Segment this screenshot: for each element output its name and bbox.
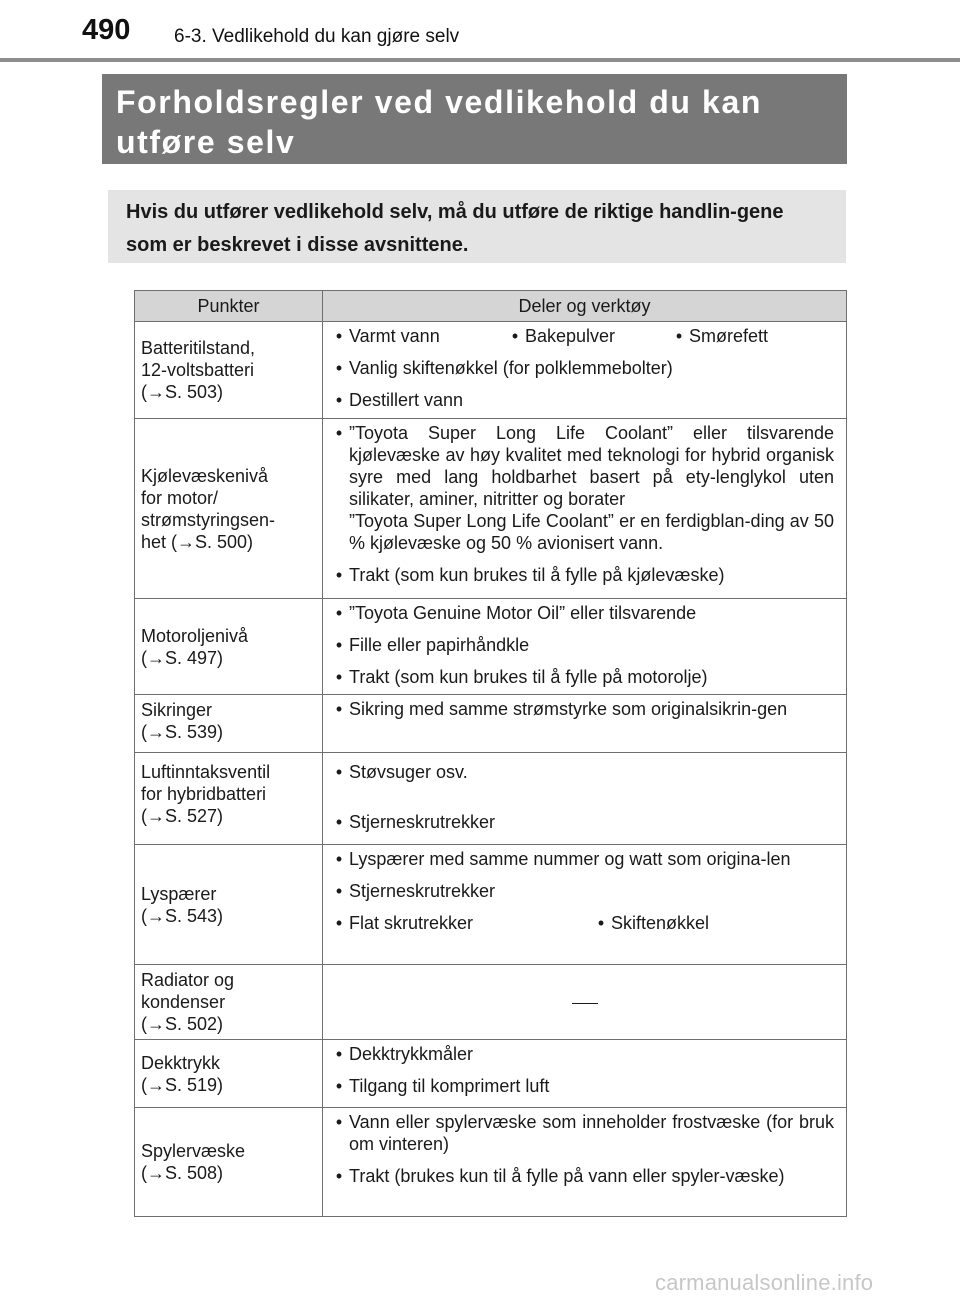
parts-cell bbox=[323, 599, 847, 695]
item-line: for motor/ bbox=[141, 487, 219, 508]
bullet-item bbox=[329, 666, 834, 688]
bullet-text: ”Toyota Super Long Life Coolant” eller tilsvarende kjølevæske av høy kvalitet med teknologi for hybrid organisk syre med lang holdbarhet basert på ety-lenglykol uten silikater, aminer, nitritter og borater bbox=[349, 423, 834, 509]
bullet-icon: • bbox=[335, 881, 343, 901]
parts-cell bbox=[323, 322, 847, 419]
item-line: (→S. 539) bbox=[141, 722, 224, 742]
item-line: (→S. 503) bbox=[141, 382, 224, 402]
table-header-row bbox=[135, 291, 847, 322]
bullet-item bbox=[329, 564, 834, 586]
table-row bbox=[135, 1040, 847, 1108]
table-row bbox=[135, 695, 847, 753]
item-line: strømstyringsen- bbox=[141, 509, 276, 530]
bullet-text: Smørefett bbox=[689, 326, 769, 346]
table-row bbox=[135, 419, 847, 599]
bullet-text: Trakt (som kun brukes til å fylle på kjølevæske) bbox=[349, 565, 725, 585]
bullet-icon: • bbox=[335, 849, 343, 869]
item-line: Radiator og bbox=[141, 970, 235, 990]
item-cell bbox=[135, 1040, 323, 1108]
bullet-group bbox=[329, 325, 834, 347]
item-line: (→S. 543) bbox=[141, 905, 224, 926]
column-header-parts: Deler og verktøy bbox=[323, 291, 847, 322]
item-cell bbox=[135, 419, 323, 599]
bullet-item bbox=[329, 422, 834, 554]
page-title: Forholdsregler ved vedlikehold du kan utføre selv bbox=[116, 84, 762, 160]
bullet-icon: • bbox=[335, 1076, 343, 1096]
bullet-icon: • bbox=[335, 390, 343, 410]
bullet-icon: • bbox=[335, 423, 343, 443]
bullet-text: Flat skrutrekker bbox=[349, 913, 474, 933]
bullet-item bbox=[329, 761, 834, 783]
item-cell bbox=[135, 845, 323, 965]
parts-cell bbox=[323, 695, 847, 753]
item-line: kondenser bbox=[141, 992, 226, 1012]
bullet-icon: • bbox=[335, 913, 343, 933]
bullet-item bbox=[329, 634, 834, 656]
item-line: Lyspærer bbox=[141, 883, 217, 904]
parts-cell bbox=[323, 419, 847, 599]
bullet-icon: • bbox=[597, 913, 605, 933]
item-line: Kjølevæskenivå bbox=[141, 465, 269, 486]
column-header-items: Punkter bbox=[135, 291, 323, 322]
item-line: 12-voltsbatteri bbox=[141, 360, 255, 380]
bullet-icon: • bbox=[335, 603, 343, 623]
bullet-text: Dekktrykkmåler bbox=[349, 1044, 474, 1064]
parts-cell bbox=[323, 845, 847, 965]
table-row bbox=[135, 845, 847, 965]
parts-cell bbox=[323, 753, 847, 845]
bullet-icon: • bbox=[335, 1044, 343, 1064]
bullet-icon: • bbox=[675, 326, 683, 346]
bullet-text: Skiftenøkkel bbox=[611, 913, 710, 933]
bullet-item bbox=[329, 811, 834, 833]
bullet-icon: • bbox=[335, 565, 343, 585]
bullet-text: Lyspærer med samme nummer og watt som origina-len bbox=[349, 849, 791, 869]
parts-cell bbox=[323, 1108, 847, 1217]
bullet-item bbox=[329, 1165, 834, 1187]
page-header bbox=[0, 0, 960, 62]
table-row bbox=[135, 965, 847, 1040]
item-line: Luftinntaksventil bbox=[141, 762, 271, 782]
bullet-item bbox=[329, 698, 834, 720]
item-line: for hybridbatteri bbox=[141, 784, 267, 804]
item-cell bbox=[135, 695, 323, 753]
item-cell bbox=[135, 1108, 323, 1217]
bullet-text: Destillert vann bbox=[349, 390, 464, 410]
bullet-icon: • bbox=[335, 667, 343, 687]
bullet-item bbox=[329, 1043, 834, 1065]
bullet-text: Tilgang til komprimert luft bbox=[349, 1076, 550, 1096]
intro-text: Hvis du utfører vedlikehold selv, må du utføre de riktige handlin-gene som er beskrevet i disse avsnittene. bbox=[126, 201, 784, 256]
dash-mark bbox=[572, 1003, 598, 1004]
bullet-icon: • bbox=[335, 1112, 343, 1132]
bullet-icon: • bbox=[335, 699, 343, 719]
section-label: 6-3. Vedlikehold du kan gjøre selv bbox=[174, 26, 460, 47]
item-line: Motoroljenivå bbox=[141, 625, 249, 646]
bullet-icon: • bbox=[335, 358, 343, 378]
item-line: (→S. 502) bbox=[141, 1014, 224, 1034]
item-line: Spylervæske bbox=[141, 1141, 246, 1161]
bullet-item bbox=[329, 880, 834, 902]
bullet-text: Sikring med samme strømstyrke som originalsikrin-gen bbox=[349, 699, 788, 719]
bullet-text: Varmt vann bbox=[349, 326, 440, 346]
table-row bbox=[135, 322, 847, 419]
bullet-text: Trakt (som kun brukes til å fylle på motorolje) bbox=[349, 667, 708, 687]
table-row bbox=[135, 753, 847, 845]
item-line: Batteritilstand, bbox=[141, 338, 256, 358]
item-cell bbox=[135, 599, 323, 695]
parts-cell bbox=[323, 1040, 847, 1108]
item-cell bbox=[135, 965, 323, 1040]
bullet-text: Trakt (brukes kun til å fylle på vann eller spyler-væske) bbox=[349, 1166, 785, 1186]
bullet-item bbox=[329, 848, 834, 870]
item-line: (→S. 519) bbox=[141, 1074, 224, 1095]
bullet-icon: • bbox=[335, 635, 343, 655]
item-cell bbox=[135, 322, 323, 419]
bullet-icon: • bbox=[335, 1166, 343, 1186]
bullet-text: Vanlig skiftenøkkel (for polklemmebolter) bbox=[349, 358, 673, 378]
bullet-text: Bakepulver bbox=[525, 326, 616, 346]
watermark: carmanualsonline.info bbox=[655, 1270, 874, 1295]
item-line: Sikringer bbox=[141, 700, 213, 720]
item-cell bbox=[135, 753, 323, 845]
item-line: (→S. 508) bbox=[141, 1163, 224, 1183]
parts-cell bbox=[323, 965, 847, 1040]
item-line: Dekktrykk bbox=[141, 1052, 221, 1073]
item-line: het (→S. 500) bbox=[141, 531, 254, 552]
item-line: (→S. 527) bbox=[141, 806, 224, 826]
bullet-text: Støvsuger osv. bbox=[349, 762, 468, 782]
page-number: 490 bbox=[82, 14, 131, 46]
bullet-text: Vann eller spylervæske som inneholder frostvæske (for bruk om vinteren) bbox=[349, 1112, 834, 1154]
bullet-text: Stjerneskrutrekker bbox=[349, 812, 496, 832]
table-row bbox=[135, 1108, 847, 1217]
bullet-item bbox=[329, 357, 834, 379]
bullet-item bbox=[329, 1075, 834, 1097]
bullet-icon: • bbox=[335, 812, 343, 832]
header-divider bbox=[0, 58, 960, 62]
section-title-box bbox=[102, 74, 847, 164]
bullet-group bbox=[329, 912, 834, 934]
table-row bbox=[135, 599, 847, 695]
bullet-item bbox=[329, 389, 834, 411]
bullet-text: ”Toyota Genuine Motor Oil” eller tilsvarende bbox=[349, 603, 697, 623]
bullet-icon: • bbox=[511, 326, 519, 346]
bullet-item bbox=[329, 602, 834, 624]
intro-box bbox=[108, 190, 846, 263]
bullet-icon: • bbox=[335, 762, 343, 782]
bullet-text: Stjerneskrutrekker bbox=[349, 881, 496, 901]
maintenance-table bbox=[134, 290, 847, 1217]
bullet-item bbox=[329, 1111, 834, 1155]
bullet-subtext: ”Toyota Super Long Life Coolant” er en ferdigblan-ding av 50 % kjølevæske og 50 % avionisert vann. bbox=[349, 511, 834, 553]
item-line: (→S. 497) bbox=[141, 647, 224, 668]
bullet-text: Fille eller papirhåndkle bbox=[349, 635, 530, 655]
bullet-icon: • bbox=[335, 326, 343, 346]
